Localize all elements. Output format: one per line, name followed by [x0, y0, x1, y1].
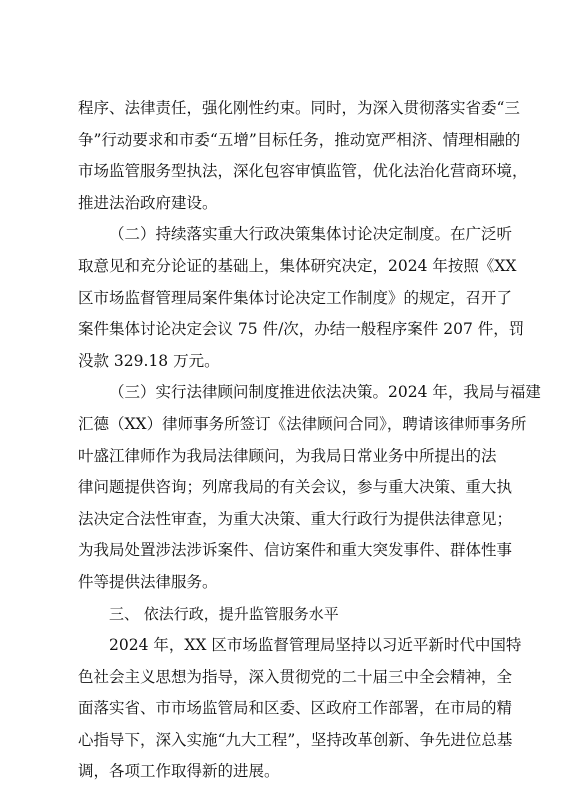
- text-line: 律问题提供咨询；列席我局的有关会议，参与重大决策、重大执: [78, 478, 513, 497]
- text-line: 推进法治政府建设。: [78, 193, 218, 212]
- text-line: 市场监管服务型执法，深化包容审慎监管，优化法治化营商环境，: [78, 162, 528, 181]
- section-heading: 三、 依法行政，提升监管服务水平: [109, 604, 339, 623]
- paragraph-first-line: （三）实行法律顾问制度推进依法决策。2024 年，我局与福建: [109, 383, 541, 402]
- text-line: 争”行动要求和市委“五增”目标任务，推动宽严相济、情理相融的: [78, 130, 521, 149]
- paragraph-first-line: 2024 年，XX 区市场监督管理局坚持以习近平新时代中国特: [109, 636, 522, 655]
- text-line: 程序、法律责任，强化刚性约束。同时，为深入贯彻落实省委“三: [78, 99, 520, 117]
- text-line: 件等提供法律服务。: [78, 572, 218, 591]
- text-line: 为我局处置涉法涉诉案件、信访案件和重大突发事件、群体性事: [78, 541, 513, 560]
- text-line: 色社会主义思想为指导，深入贯彻党的二十届三中全会精神，全: [78, 667, 513, 686]
- text-line: 面落实省、市市场监管局和区委、区政府工作部署，在市局的精: [78, 699, 513, 718]
- text-line: 案件集体讨论决定会议 75 件/次，办结一般程序案件 207 件，罚: [78, 320, 525, 339]
- text-line: 没款 329.18 万元。: [78, 351, 220, 370]
- text-line: 法决定合法性审查，为重大决策、重大行政行为提供法律意见；: [78, 509, 513, 528]
- text-line: 叶盛江律师作为我局法律顾问，为我局日常业务中所提出的法: [78, 446, 497, 465]
- text-line: 取意见和充分论证的基础上，集体研究决定，2024 年按照《XX: [78, 256, 517, 275]
- text-line: 区市场监督管理局案件集体讨论决定工作制度》的规定，召开了: [78, 288, 513, 307]
- text-line: 心指导下，深入实施“九大工程”，坚持改革创新、争先进位总基: [78, 730, 513, 749]
- document-body: [78, 93, 541, 788]
- paragraph-first-line: （二）持续落实重大行政决策集体讨论决定制度。在广泛听: [109, 225, 513, 244]
- text-line: 调，各项工作取得新的进展。: [78, 762, 280, 781]
- text-line: 汇德（XX）律师事务所签订《法律顾问合同》，聘请该律师事务所: [78, 414, 527, 433]
